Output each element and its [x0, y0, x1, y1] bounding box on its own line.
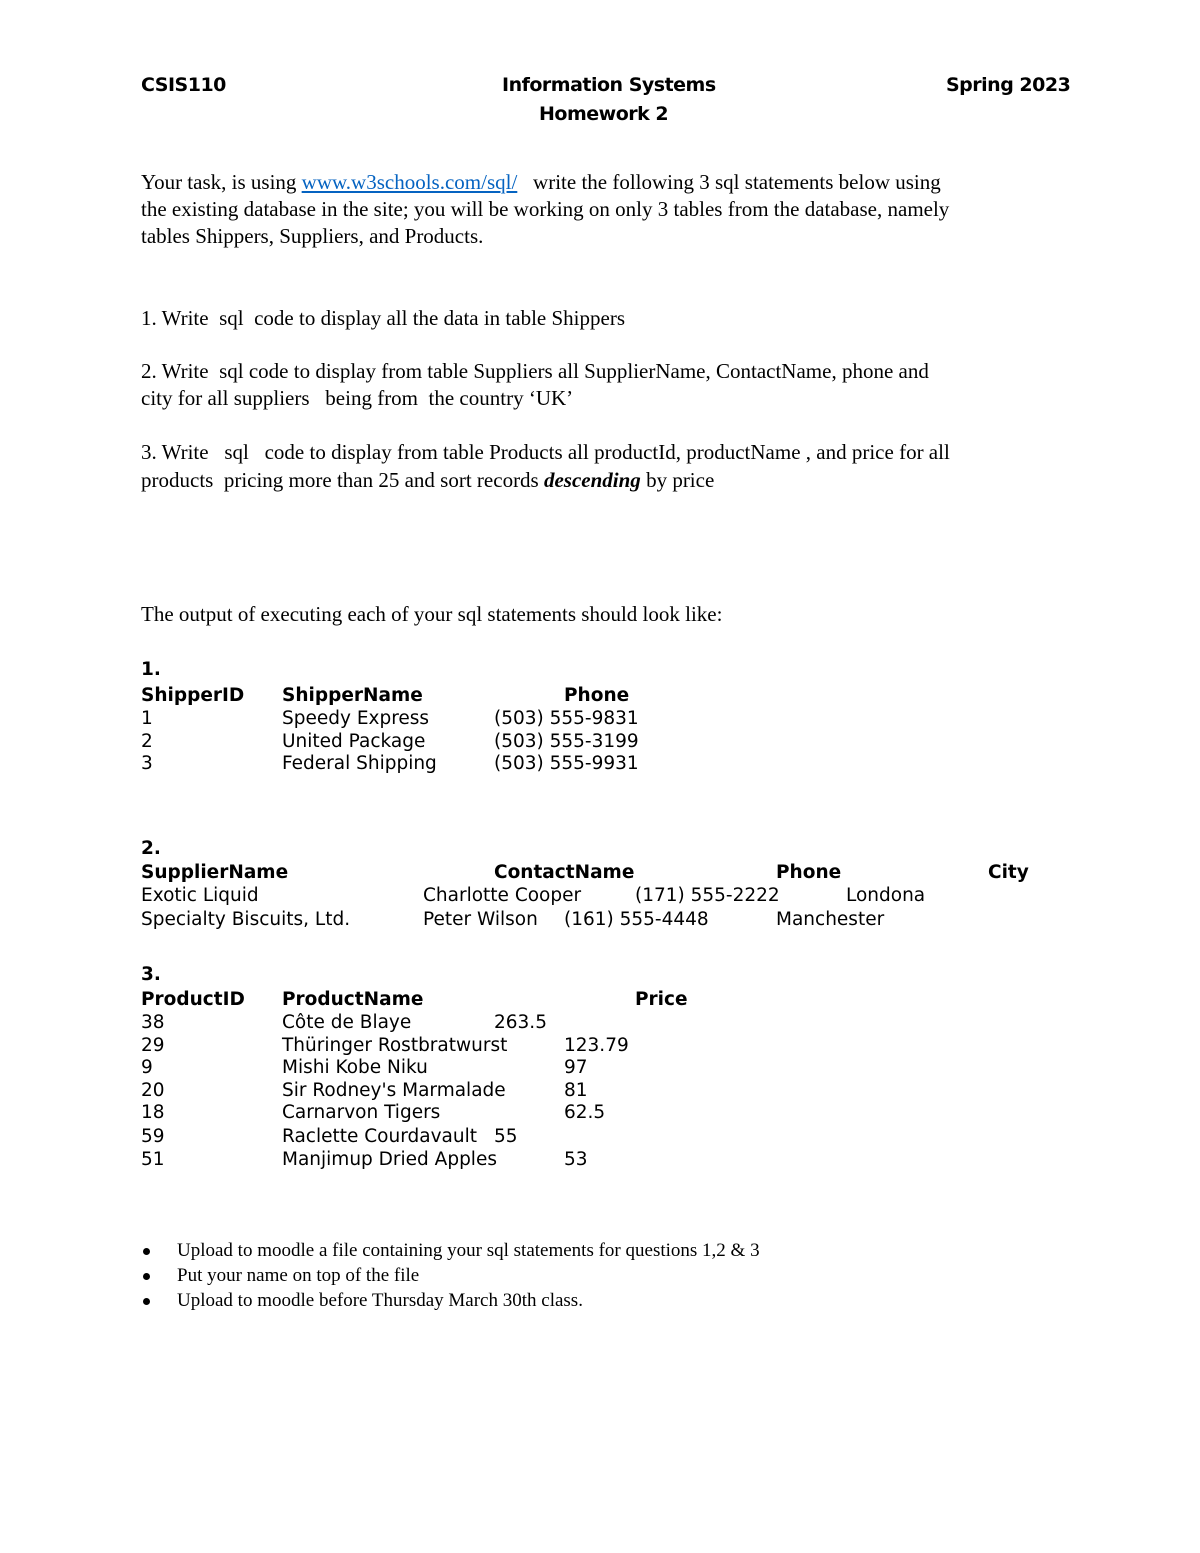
q3-suffix: by price: [640, 468, 715, 492]
question-2-line-1: 2. Write sql code to display from table Suppliers all SupplierName, ContactName, phone and: [141, 359, 929, 383]
q3-prefix: products pricing more than 25 and sort records: [141, 468, 544, 492]
table-cell: Manchester: [776, 909, 885, 930]
table-cell: Carnarvon Tigers: [282, 1102, 441, 1123]
table-cell: Côte de Blaye: [282, 1012, 412, 1033]
question-1: 1. Write sql code to display all the data in table Shippers: [141, 306, 625, 330]
instruction-item: Put your name on top of the file: [177, 1265, 420, 1286]
table-cell: 38: [141, 1012, 165, 1033]
table-cell: Speedy Express: [282, 708, 430, 729]
table-cell: Manjimup Dried Apples: [282, 1149, 497, 1170]
intro-suffix: write the following 3 sql statements below using: [517, 170, 941, 194]
table-cell: Exotic Liquid: [141, 885, 259, 906]
table-cell: Mishi Kobe Niku: [282, 1057, 428, 1078]
bullet-icon: [143, 1248, 150, 1255]
table-cell: 55: [494, 1126, 518, 1147]
w3schools-link[interactable]: www.w3schools.com/sql/: [301, 170, 518, 194]
table-cell: 2: [141, 731, 153, 752]
homework-title: Homework 2: [539, 103, 669, 125]
table-cell: Charlotte Cooper: [423, 885, 582, 906]
table-cell: (503) 555-9831: [494, 708, 639, 729]
table-cell: Peter Wilson: [423, 909, 538, 930]
document-title: Information Systems: [502, 74, 716, 96]
intro-line-2: the existing database in the site; you will be working on only 3 tables from the database, namely: [141, 197, 950, 221]
table-cell: (171) 555-2222: [635, 885, 780, 906]
question-3-line-2: [141, 468, 714, 493]
table-cell: Sir Rodney's Marmalade: [282, 1080, 506, 1101]
q3-emphasis: descending: [543, 468, 641, 492]
table-cell: 18: [141, 1102, 165, 1123]
course-code: CSIS110: [141, 74, 226, 96]
intro-line-1: [141, 170, 941, 195]
table-cell: 1: [141, 708, 153, 729]
table-cell: 62.5: [564, 1102, 606, 1123]
question-3-line-1: 3. Write sql code to display from table Products all productId, productName , and price for all: [141, 440, 950, 464]
term: Spring 2023: [946, 74, 1071, 96]
table-cell: 20: [141, 1080, 165, 1101]
bullet-icon: [143, 1273, 150, 1280]
table-cell: 3: [141, 753, 153, 774]
instruction-item: Upload to moodle before Thursday March 30th class.: [177, 1290, 583, 1311]
table-cell: 123.79: [564, 1035, 629, 1056]
out3-header-price: Price: [635, 989, 688, 1010]
table-cell: Thüringer Rostbratwurst: [282, 1035, 508, 1056]
table-cell: Federal Shipping: [282, 753, 437, 774]
table-cell: United Package: [282, 731, 426, 752]
out1-header-phone: Phone: [564, 685, 630, 706]
table-cell: 53: [564, 1149, 588, 1170]
table-cell: 29: [141, 1035, 165, 1056]
out3-header-productname: ProductName: [282, 989, 424, 1010]
intro-prefix: Your task, is using: [141, 170, 302, 194]
table-cell: Raclette Courdavault: [282, 1126, 477, 1147]
out2-header-suppliername: SupplierName: [141, 862, 289, 883]
out2-header-city: City: [988, 862, 1029, 883]
output-3-number: 3.: [141, 964, 161, 985]
table-cell: 81: [564, 1080, 588, 1101]
out1-header-shipperid: ShipperID: [141, 685, 245, 706]
out2-header-phone: Phone: [776, 862, 842, 883]
intro-line-3: tables Shippers, Suppliers, and Products.: [141, 224, 484, 248]
table-cell: 263.5: [494, 1012, 547, 1033]
question-2-line-2: city for all suppliers being from the country ‘UK’: [141, 386, 574, 410]
out2-header-contactname: ContactName: [494, 862, 635, 883]
table-cell: 9: [141, 1057, 153, 1078]
output-intro: The output of executing each of your sql statements should look like:: [141, 602, 723, 626]
table-cell: (503) 555-3199: [494, 731, 639, 752]
table-cell: 97: [564, 1057, 588, 1078]
out1-header-shippername: ShipperName: [282, 685, 423, 706]
table-cell: 51: [141, 1149, 165, 1170]
table-cell: (503) 555-9931: [494, 753, 639, 774]
table-cell: 59: [141, 1126, 165, 1147]
output-1-number: 1.: [141, 659, 161, 680]
table-cell: Londona: [846, 885, 926, 906]
out3-header-productid: ProductID: [141, 989, 245, 1010]
instruction-item: Upload to moodle a file containing your sql statements for questions 1,2 & 3: [177, 1240, 760, 1261]
bullet-icon: [143, 1298, 150, 1305]
table-cell: (161) 555-4448: [564, 909, 709, 930]
output-2-number: 2.: [141, 838, 161, 859]
table-cell: Specialty Biscuits, Ltd.: [141, 909, 351, 930]
